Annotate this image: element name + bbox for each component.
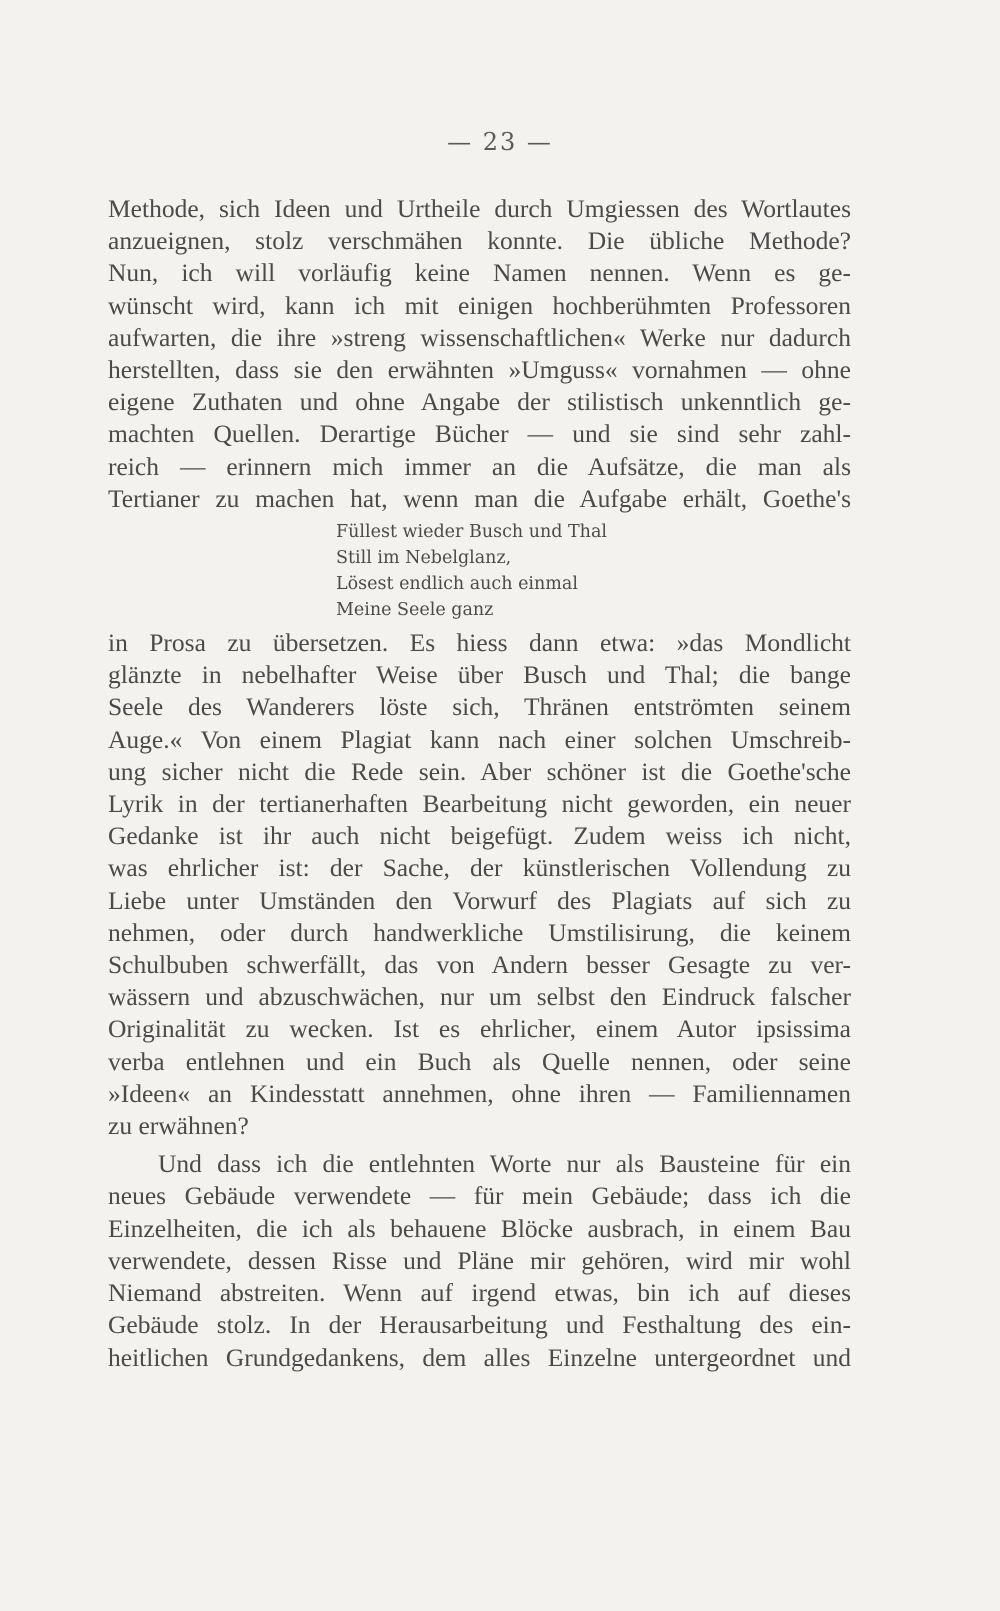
text-line: Und dass ich die entlehnten Worte nur als Bausteine für ein — [158, 1149, 851, 1179]
text-line: was ehrlicher ist: der Sache, der künstlerischen Vollendung zu — [108, 853, 851, 883]
text-line: neues Gebäude verwendete — für mein Gebäude; dass ich die — [108, 1181, 851, 1211]
text-line: Niemand abstreiten. Wenn auf irgend etwas, bin ich auf dieses — [108, 1278, 851, 1308]
paragraph-2 — [108, 627, 851, 1142]
text-line: Einzelheiten, die ich als behauene Blöcke ausbrach, in einem Bau — [108, 1213, 851, 1243]
text-line: wünscht wird, kann ich mit einigen hochberühmten Professoren — [108, 290, 851, 320]
text-line: zu erwähnen? — [108, 1111, 249, 1141]
paragraph-3 — [108, 1148, 851, 1373]
verse-line: Lösest endlich auch einmal — [336, 574, 578, 595]
text-line: reich — erinnern mich immer an die Aufsätze, die man als — [108, 451, 851, 481]
text-line: verwendete, dessen Risse und Pläne mir gehören, wird mir wohl — [108, 1245, 851, 1275]
text-line: glänzte in nebelhafter Weise über Busch und Thal; die bange — [108, 660, 851, 690]
verse-line: Still im Nebelglanz, — [336, 548, 512, 569]
text-line: Nun, ich will vorläufig keine Namen nennen. Wenn es ge- — [108, 258, 851, 288]
text-line: Gebäude stolz. In der Herausarbeitung und Festhaltung des ein- — [108, 1310, 851, 1340]
text-line: Methode, sich Ideen und Urtheile durch Umgiessen des Wortlautes — [108, 194, 851, 223]
text-line: ung sicher nicht die Rede sein. Aber schöner ist die Goethe'sche — [108, 756, 851, 786]
text-line: aufwarten, die ihre »streng wissenschaftlichen« Werke nur dadurch — [108, 322, 851, 352]
text-line: Lyrik in der tertianerhaften Bearbeitung nicht geworden, ein neuer — [108, 789, 851, 819]
text-line: Liebe unter Umständen den Vorwurf des Plagiats auf sich zu — [108, 885, 851, 915]
text-line: machten Quellen. Derartige Bücher — und sie sind sehr zahl- — [108, 419, 851, 449]
text-line: Tertianer zu machen hat, wenn man die Aufgabe erhält, Goethe's — [108, 483, 851, 513]
page-number: — 23 — — [447, 128, 553, 156]
text-line: verba entlehnen und ein Buch als Quelle nennen, oder seine — [108, 1046, 851, 1076]
text-line: nehmen, oder durch handwerkliche Umstilisirung, die keinem — [108, 917, 851, 947]
body-text — [108, 193, 851, 1374]
text-line: herstellten, dass sie den erwähnten »Umguss« vornahmen — ohne — [108, 355, 851, 385]
text-line: Seele des Wanderers löste sich, Thränen entströmten seinem — [108, 692, 851, 722]
text-line: in Prosa zu übersetzen. Es hiess dann etwa: »das Mondlicht — [108, 628, 851, 658]
text-line: anzueignen, stolz verschmähen konnte. Die übliche Methode? — [108, 226, 851, 256]
text-line: »Ideen« an Kindesstatt annehmen, ohne ihren — Familiennamen — [108, 1078, 851, 1108]
paragraph-1 — [108, 193, 851, 515]
verse-line: Füllest wieder Busch und Thal — [336, 522, 607, 543]
text-line: heitlichen Grundgedankens, dem alles Einzelne untergeordnet und — [108, 1342, 851, 1372]
text-line: Originalität zu wecken. Ist es ehrlicher, einem Autor ipsissima — [108, 1014, 851, 1044]
text-line: Auge.« Von einem Plagiat kann nach einer solchen Umschreib- — [108, 724, 851, 754]
goethe-verse — [336, 519, 851, 623]
text-line: wässern und abzuschwächen, nur um selbst den Eindruck falscher — [108, 982, 851, 1012]
verse-line: Meine Seele ganz — [336, 600, 494, 621]
text-line: Gedanke ist ihr auch nicht beigefügt. Zudem weiss ich nicht, — [108, 821, 851, 851]
text-line: eigene Zuthaten und ohne Angabe der stilistisch unkenntlich ge- — [108, 387, 851, 417]
text-line: Schulbuben schwerfällt, das von Andern besser Gesagte zu ver- — [108, 950, 851, 980]
